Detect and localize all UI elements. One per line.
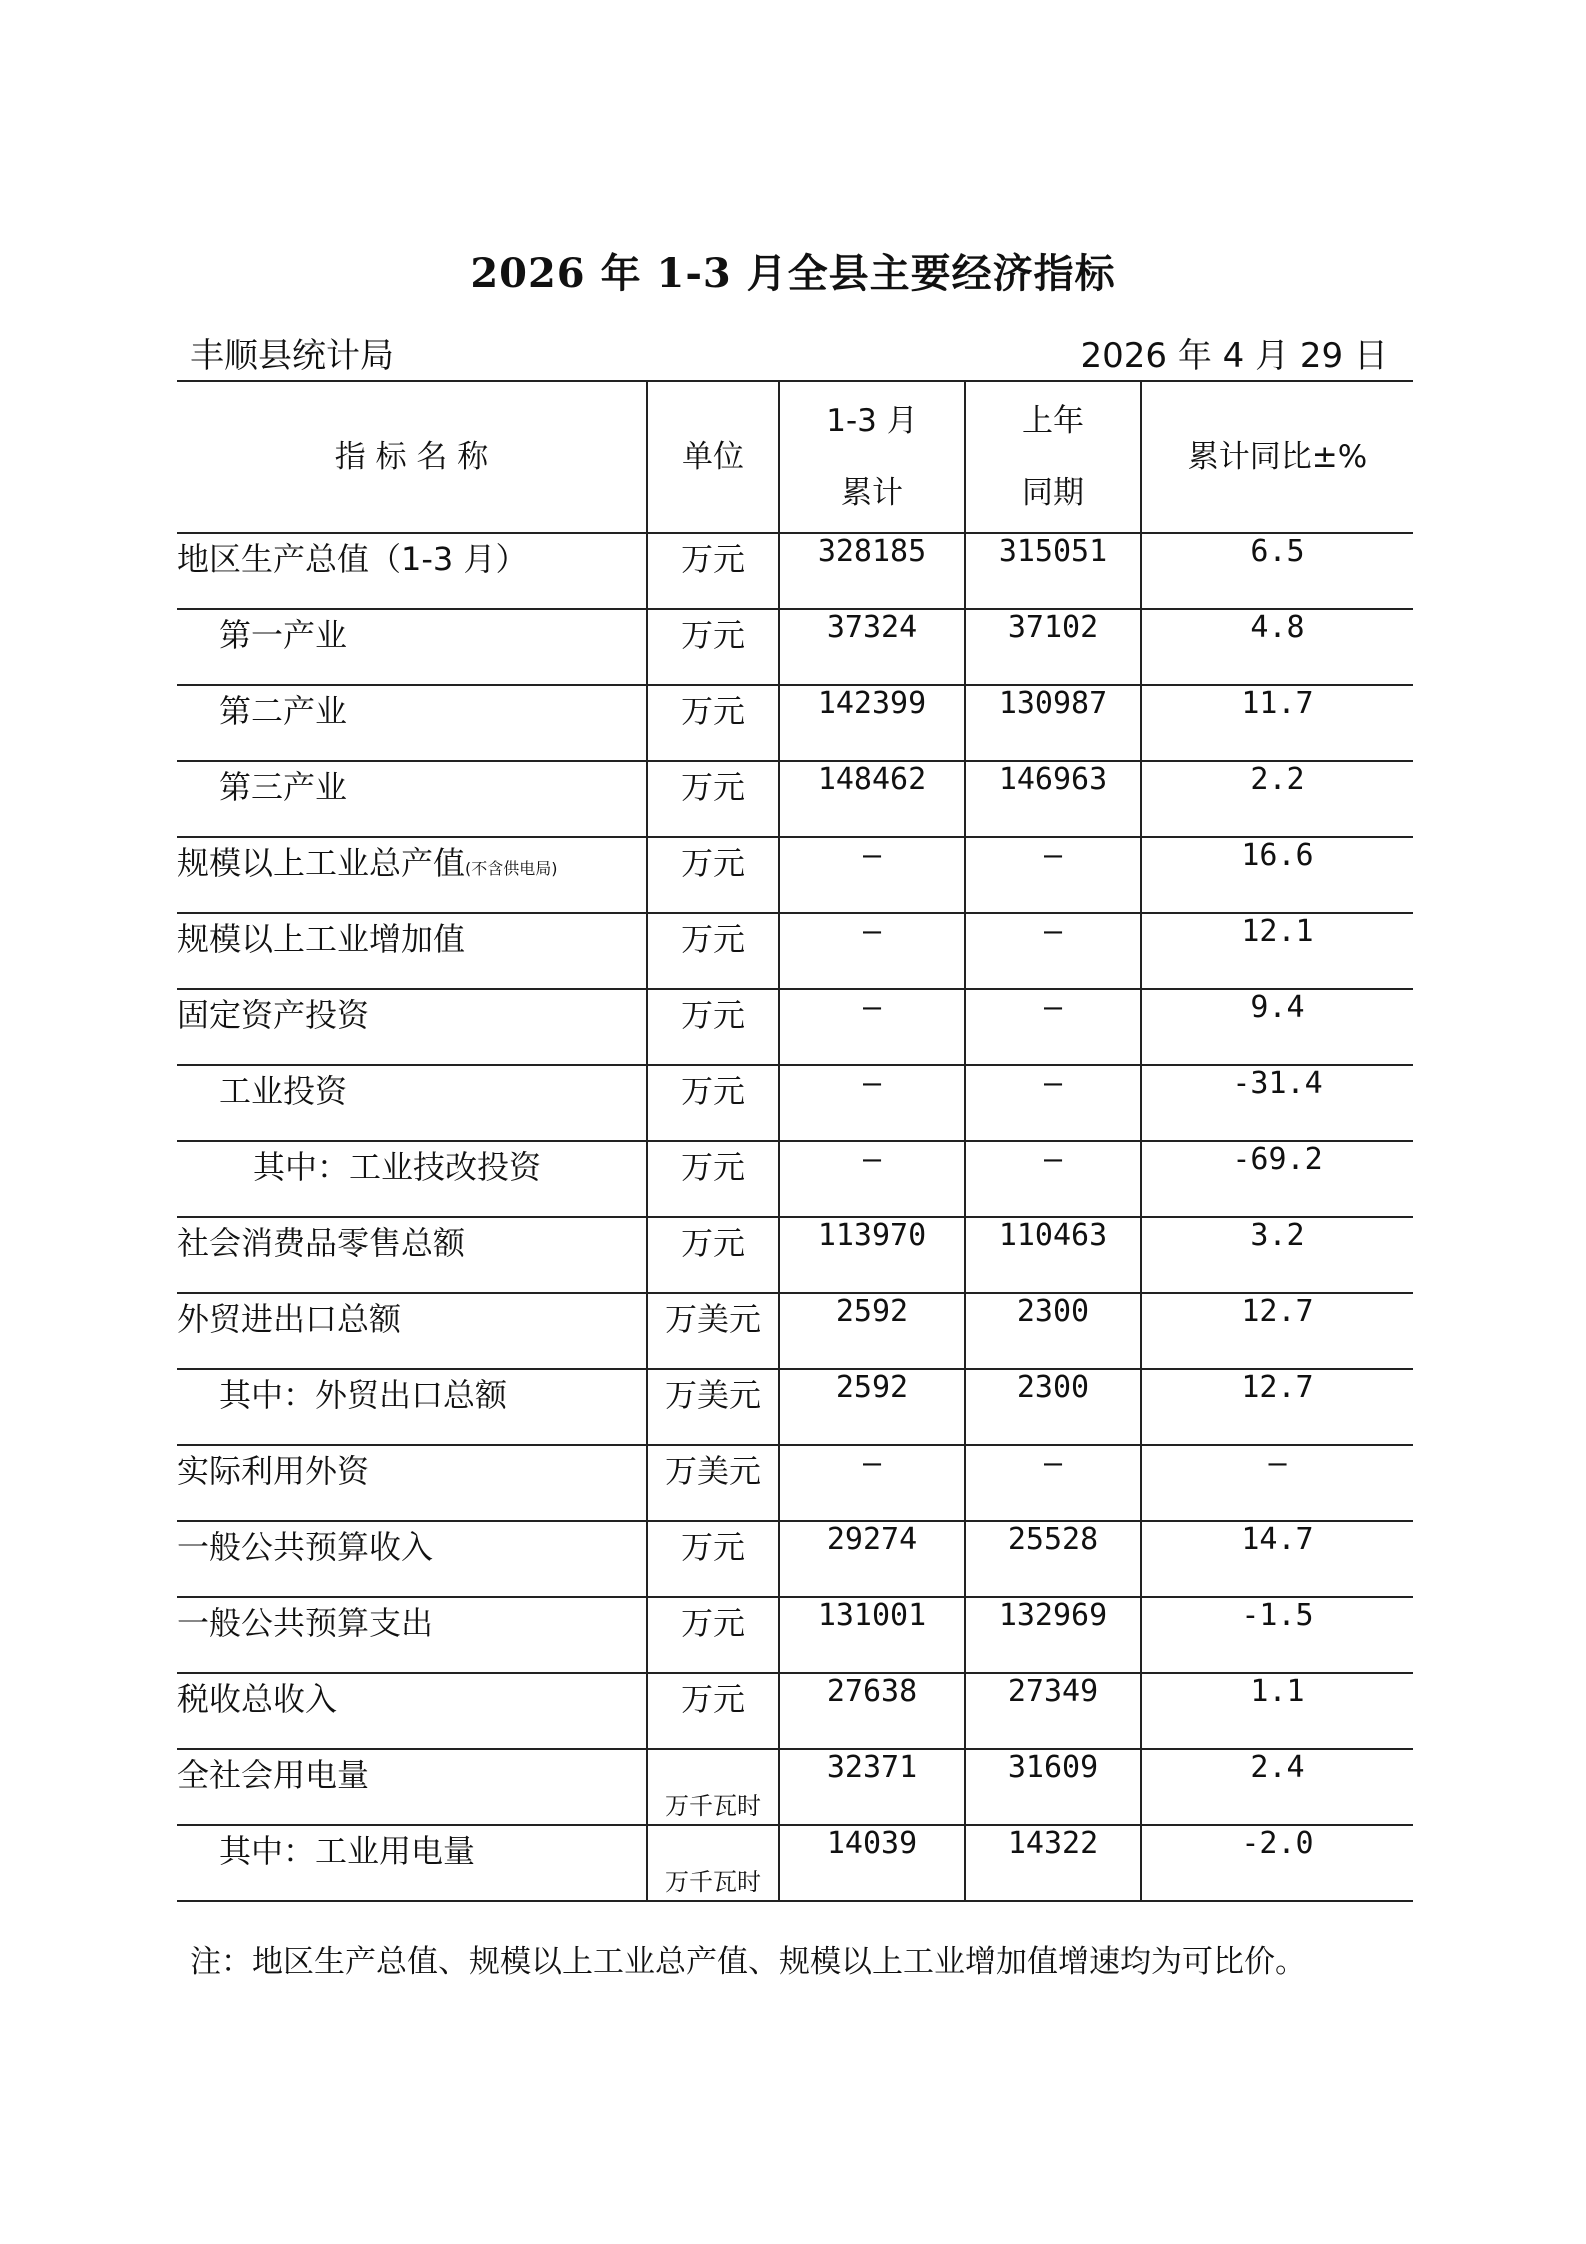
yoy-value: 1.1 [1141,1673,1413,1749]
header-cumulative [779,381,965,533]
yoy-value: 11.7 [1141,685,1413,761]
previous-value: — [965,1141,1141,1217]
table-row [177,1293,1413,1369]
cumulative-value: — [779,1445,965,1521]
header-name: 指 标 名 称 [177,381,647,533]
table-row [177,761,1413,837]
yoy-value: 12.7 [1141,1369,1413,1445]
yoy-value: -2.0 [1141,1825,1413,1901]
yoy-value: -31.4 [1141,1065,1413,1141]
table-row [177,913,1413,989]
previous-value: 25528 [965,1521,1141,1597]
yoy-value: 9.4 [1141,989,1413,1065]
indicator-unit: 万元 [647,913,779,989]
table-row [177,609,1413,685]
yoy-value: 6.5 [1141,533,1413,609]
previous-value: 146963 [965,761,1141,837]
cumulative-value: — [779,989,965,1065]
previous-value: 315051 [965,533,1141,609]
cumulative-value: — [779,837,965,913]
indicator-unit: 万元 [647,837,779,913]
table-header-row [177,381,1413,533]
indicator-unit: 万元 [647,1597,779,1673]
previous-value: 2300 [965,1293,1141,1369]
cumulative-value: — [779,1065,965,1141]
indicators-table [177,380,1413,1902]
table-row [177,989,1413,1065]
indicator-name: 其中：外贸出口总额 [177,1369,647,1445]
indicator-name: 工业投资 [177,1065,647,1141]
indicator-name: 规模以上工业增加值 [177,913,647,989]
previous-value: 37102 [965,609,1141,685]
previous-value: 27349 [965,1673,1141,1749]
indicator-name: 其中：工业技改投资 [177,1141,647,1217]
previous-value: — [965,913,1141,989]
cumulative-value: 113970 [779,1217,965,1293]
table-row [177,1825,1413,1901]
yoy-value: 3.2 [1141,1217,1413,1293]
previous-value: 31609 [965,1749,1141,1825]
cumulative-value: 14039 [779,1825,965,1901]
yoy-value: 2.2 [1141,761,1413,837]
indicator-name-note: (不含供电局) [465,859,558,878]
indicator-name [177,837,647,913]
indicator-name: 实际利用外资 [177,1445,647,1521]
page-title: 2026 年 1-3 月全县主要经济指标 [470,250,1116,297]
cumulative-value: 131001 [779,1597,965,1673]
indicator-name: 一般公共预算收入 [177,1521,647,1597]
previous-value: — [965,1445,1141,1521]
cumulative-value: 2592 [779,1293,965,1369]
indicator-unit: 万元 [647,685,779,761]
indicator-name-text: 规模以上工业总产值 [177,844,466,882]
indicator-unit: 万元 [647,989,779,1065]
issuer: 丰顺县统计局 [190,336,394,376]
indicator-unit: 万元 [647,1521,779,1597]
cumulative-value: 27638 [779,1673,965,1749]
yoy-value: -69.2 [1141,1141,1413,1217]
table-row [177,837,1413,913]
table-row [177,1597,1413,1673]
yoy-value: 12.1 [1141,913,1413,989]
indicator-name: 一般公共预算支出 [177,1597,647,1673]
indicator-unit: 万千瓦时 [647,1825,779,1901]
table-row [177,1673,1413,1749]
header-yoy: 累计同比±% [1141,381,1413,533]
table-row [177,1217,1413,1293]
indicator-name: 外贸进出口总额 [177,1293,647,1369]
cumulative-value: — [779,913,965,989]
indicator-unit: 万元 [647,609,779,685]
yoy-value: 4.8 [1141,609,1413,685]
cumulative-value: 148462 [779,761,965,837]
table-row [177,1445,1413,1521]
cumulative-value: 142399 [779,685,965,761]
previous-value: 110463 [965,1217,1141,1293]
cumulative-value: 2592 [779,1369,965,1445]
indicator-name: 第一产业 [177,609,647,685]
previous-value: 130987 [965,685,1141,761]
yoy-value: -1.5 [1141,1597,1413,1673]
indicator-name: 税收总收入 [177,1673,647,1749]
indicator-unit: 万元 [647,761,779,837]
yoy-value: — [1141,1445,1413,1521]
indicator-name: 固定资产投资 [177,989,647,1065]
cumulative-value: — [779,1141,965,1217]
table-row [177,1141,1413,1217]
table-row [177,1369,1413,1445]
indicator-unit: 万千瓦时 [647,1749,779,1825]
yoy-value: 12.7 [1141,1293,1413,1369]
cumulative-value: 29274 [779,1521,965,1597]
indicator-unit: 万元 [647,1141,779,1217]
table-row [177,1521,1413,1597]
previous-value: 2300 [965,1369,1141,1445]
cumulative-value: 328185 [779,533,965,609]
table-row [177,1749,1413,1825]
previous-value: — [965,989,1141,1065]
previous-value: 132969 [965,1597,1141,1673]
indicator-unit: 万元 [647,1065,779,1141]
header-previous-line2: 同期 [1022,475,1084,511]
release-date: 2026 年 4 月 29 日 [1080,336,1388,376]
yoy-value: 16.6 [1141,837,1413,913]
cumulative-value: 32371 [779,1749,965,1825]
table-row [177,533,1413,609]
table-row [177,685,1413,761]
indicator-name: 社会消费品零售总额 [177,1217,647,1293]
previous-value: — [965,1065,1141,1141]
indicator-unit: 万元 [647,1217,779,1293]
header-previous-line1: 上年 [1022,403,1084,439]
header-cumulative-line1: 1-3 月 [826,403,918,439]
indicator-name: 全社会用电量 [177,1749,647,1825]
indicator-unit: 万美元 [647,1445,779,1521]
indicator-unit: 万元 [647,533,779,609]
previous-value: — [965,837,1141,913]
previous-value: 14322 [965,1825,1141,1901]
indicator-unit: 万元 [647,1673,779,1749]
indicator-name: 地区生产总值（1-3 月） [177,533,647,609]
indicator-name: 其中：工业用电量 [177,1825,647,1901]
header-unit: 单位 [647,381,779,533]
header-previous [965,381,1141,533]
yoy-value: 14.7 [1141,1521,1413,1597]
table-row [177,1065,1413,1141]
yoy-value: 2.4 [1141,1749,1413,1825]
indicator-unit: 万美元 [647,1369,779,1445]
indicator-unit: 万美元 [647,1293,779,1369]
footnote: 注：地区生产总值、规模以上工业总产值、规模以上工业增加值增速均为可比价。 [190,1944,1306,1980]
indicator-name: 第三产业 [177,761,647,837]
cumulative-value: 37324 [779,609,965,685]
indicator-name: 第二产业 [177,685,647,761]
header-cumulative-line2: 累计 [841,475,903,511]
